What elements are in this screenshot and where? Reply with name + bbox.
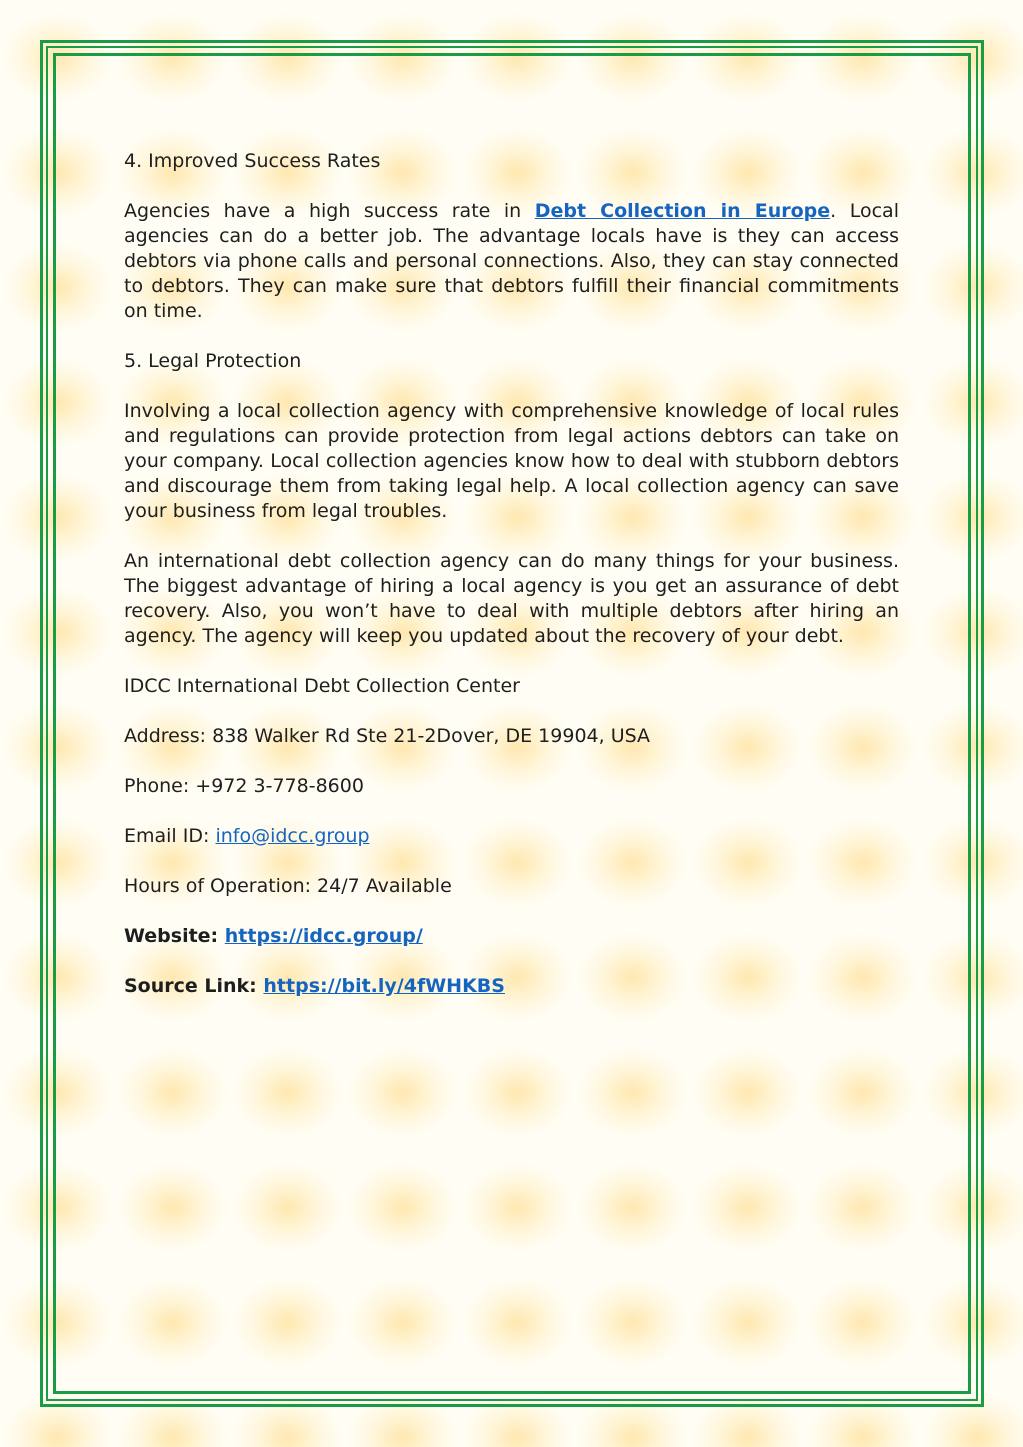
company-name: IDCC International Debt Collection Center <box>124 675 520 697</box>
website-link[interactable]: https://idcc.group/ <box>224 925 423 947</box>
section-4-text-before-link: Agencies have a high success rate in <box>124 200 535 222</box>
section-4-text-after-link: . Local agencies can do a better job. The advantage locals have is they can access debtors via phone calls and personal connections. Also, they can stay connected to debtors. They can make sure that debtors fulfill their financial commitments on time. <box>124 200 899 322</box>
contact-hours: Hours of Operation: 24/7 Available <box>124 875 452 897</box>
contact-address: Address: 838 Walker Rd Ste 21-2Dover, DE 19904, USA <box>124 725 651 747</box>
email-label: Email ID: <box>124 825 216 847</box>
source-link[interactable]: https://bit.ly/4fWHKBS <box>263 975 505 997</box>
section-5-heading: 5. Legal Protection <box>124 350 302 372</box>
website-label: Website: <box>124 925 225 947</box>
website-line <box>124 924 899 949</box>
section-4-paragraph <box>124 199 899 324</box>
source-link-line <box>124 974 899 999</box>
closing-paragraph: An international debt collection agency can do many things for your business. The biggest advantage of hiring a local agency is you get an assurance of debt recovery. Also, you won’t have to deal with multiple debtors after hiring an agency. The agency will keep you updated about the recovery of your debt. <box>124 550 899 647</box>
source-link-label: Source Link: <box>124 975 264 997</box>
debt-collection-europe-link[interactable]: Debt Collection in Europe <box>534 200 831 222</box>
contact-email-line <box>124 824 899 849</box>
section-5-paragraph: Involving a local collection agency with comprehensive knowledge of local rules and regulations can provide protection from legal actions debtors can take on your company. Local collection agencies know how to deal with stubborn debtors and discourage them from taking legal help. A local collection agency can save your business from legal troubles. <box>124 400 899 522</box>
document-body <box>124 149 899 1024</box>
email-link[interactable]: info@idcc.group <box>215 825 370 847</box>
section-4-heading: 4. Improved Success Rates <box>124 150 381 172</box>
contact-phone: Phone: +972 3-778-8600 <box>124 775 364 797</box>
